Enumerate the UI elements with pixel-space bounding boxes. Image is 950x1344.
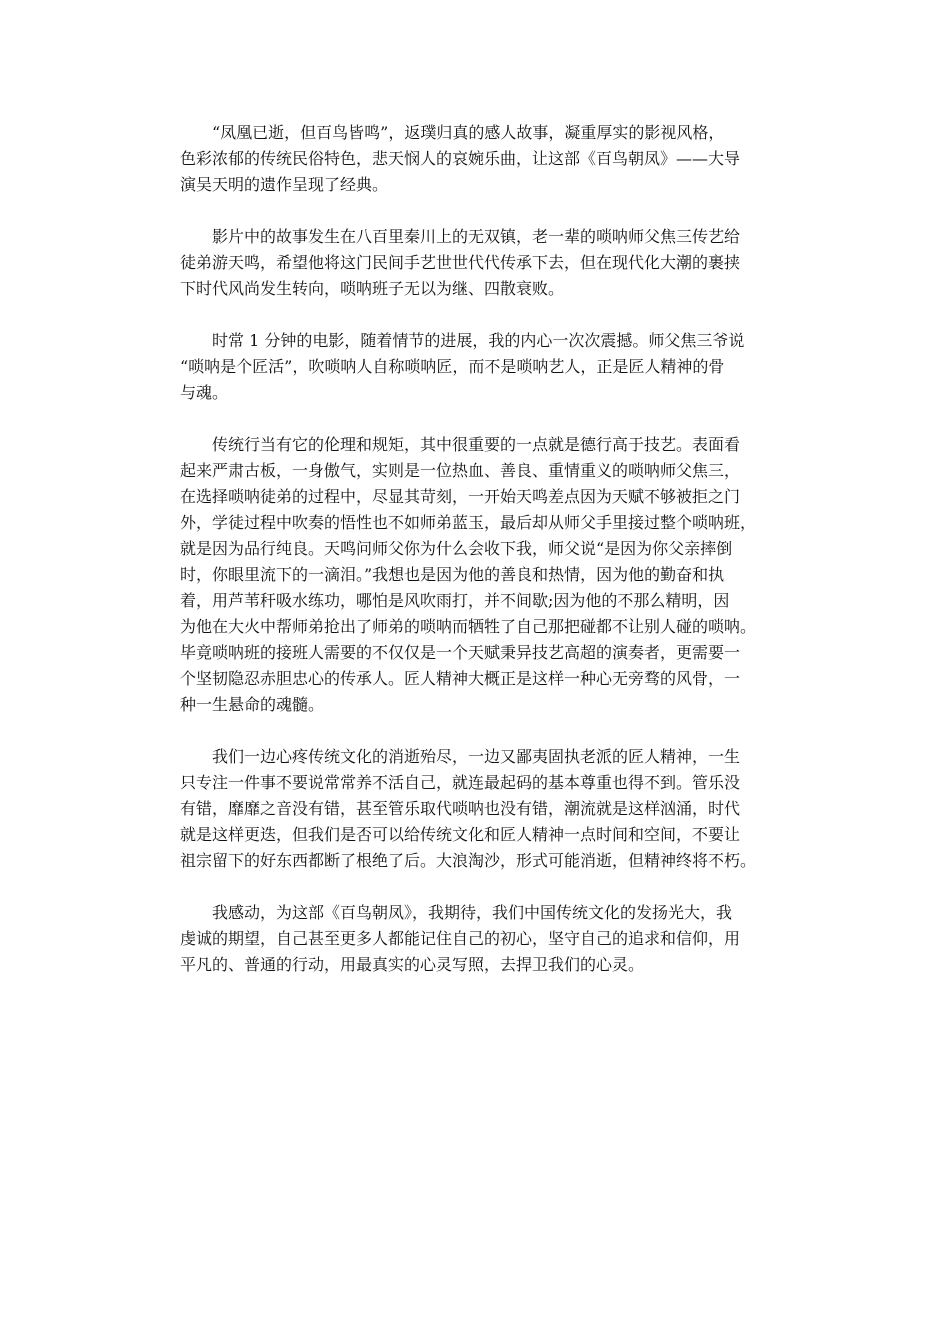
paragraph-line: 徒弟游天鸣，希望他将这门民间手艺世世代代传承下去，但在现代化大潮的裹挟 [180,253,741,272]
paragraph-line: 与魂。 [180,383,229,402]
paragraph-line: 外，学徒过程中吹奏的悟性也不如师弟蓝玉，最后却从师父手里接过整个唢呐班， [180,513,757,532]
paragraph-line: 只专注一件事不要说常常养不活自己，就连最起码的基本尊重也得不到。管乐没 [180,773,741,792]
paragraph-line: “唢呐是个匠活”，吹唢呐人自称唢呐匠，而不是唢呐艺人，正是匠人精神的骨 [180,357,725,376]
paragraph-line: 就是这样更迭，但我们是否可以给传统文化和匠人精神一点时间和空间，不要让 [180,825,741,844]
paragraph-line: 我们一边心疼传统文化的消逝殆尽，一边又鄙夷固执老派的匠人精神，一生 [180,747,741,766]
paragraph-6 [180,900,780,978]
paragraph-4 [180,432,780,718]
paragraph-line: 传统行当有它的伦理和规矩，其中很重要的一点就是德行高于技艺。表面看 [180,435,741,454]
paragraph-5 [180,744,780,874]
paragraph-line: 演吴天明的遗作呈现了经典。 [180,175,389,194]
paragraph-line: 为他在大火中帮师弟抢出了师弟的唢呐而牺牲了自己那把碰都不让别人碰的唢呐。 [180,617,757,636]
paragraph-line: 个坚韧隐忍赤胆忠心的传承人。匠人精神大概正是这样一种心无旁骛的风骨，一 [180,669,741,688]
paragraph-line: 虔诚的期望，自己甚至更多人都能记住自己的初心，坚守自己的追求和信仰，用 [180,929,741,948]
paragraph-line: 着，用芦苇秆吸水练功，哪怕是风吹雨打，并不间歇;因为他的不那么精明，因 [180,591,730,610]
paragraph-line: 种一生悬命的魂髓。 [180,695,325,714]
paragraph-line: 平凡的、普通的行动，用最真实的心灵写照，去捍卫我们的心灵。 [180,955,645,974]
paragraph-1 [180,120,780,198]
paragraph-line: 毕竟唢呐班的接班人需要的不仅仅是一个天赋秉异技艺高超的演奏者，更需要一 [180,643,741,662]
paragraph-line: 影片中的故事发生在八百里秦川上的无双镇，老一辈的唢呐师父焦三传艺给 [180,227,741,246]
paragraph-3 [180,328,780,406]
paragraph-line: 起来严肃古板，一身傲气，实则是一位热血、善良、重情重义的唢呐师父焦三， [180,461,741,480]
paragraph-line: 时常 1 分钟的电影，随着情节的进展，我的内心一次次震撼。师父焦三爷说 [180,331,745,350]
paragraph-line: “凤凰已逝，但百鸟皆鸣”，返璞归真的感人故事，凝重厚实的影视风格， [180,123,725,142]
paragraph-line: 我感动，为这部《百鸟朝凤》，我期待，我们中国传统文化的发扬光大，我 [180,903,733,922]
paragraph-line: 祖宗留下的好东西都断了根绝了后。大浪淘沙，形式可能消逝，但精神终将不朽。 [180,851,757,870]
paragraph-line: 时，你眼里流下的一滴泪。”我想也是因为他的善良和热情，因为他的勤奋和执 [180,565,725,584]
paragraph-2 [180,224,780,302]
paragraph-line: 在选择唢呐徒弟的过程中，尽显其苛刻，一开始天鸣差点因为天赋不够被拒之门 [180,487,741,506]
paragraph-line: 色彩浓郁的传统民俗特色，悲天悯人的哀婉乐曲，让这部《百鸟朝凤》——大导 [180,149,741,168]
paragraph-line: 有错，靡靡之音没有错，甚至管乐取代唢呐也没有错，潮流就是这样汹涌，时代 [180,799,741,818]
paragraph-line: 就是因为品行纯良。天鸣问师父你为什么会收下我，师父说“是因为你父亲摔倒 [180,539,733,558]
article-body [180,120,780,1004]
paragraph-line: 下时代风尚发生转向，唢呐班子无以为继、四散衰败。 [180,279,565,298]
